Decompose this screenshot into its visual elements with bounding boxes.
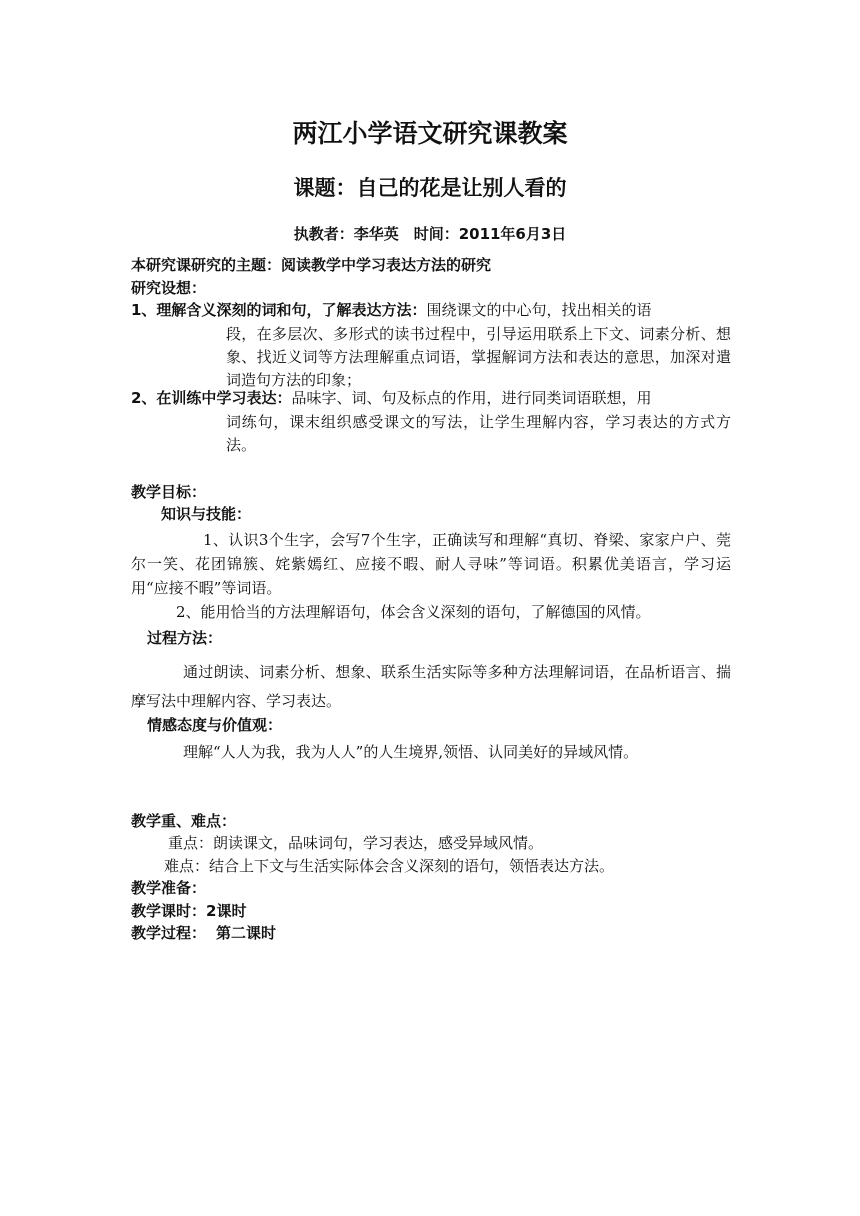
hypothesis-item-2-label: 2、在训练中学习表达：	[131, 389, 292, 407]
key-difficult-heading: 教学重、难点：	[131, 812, 237, 830]
key-point: 重点：朗读课文，品味词句，学习表达，感受异域风情。	[168, 834, 544, 852]
hypothesis-item-2-text: 词练句，课末组织感受课文的写法，让学生理解内容，学习表达的方式方法。	[226, 413, 731, 454]
process-text: 通过朗读、词素分析、想象、联系生活实际等多种方法理解词语，在品析语言、揣摩写法中理解内容、学习表达。	[131, 663, 731, 710]
teaching-hours-value: 2课时	[206, 902, 247, 920]
knowledge-heading: 知识与技能：	[161, 505, 252, 523]
hypothesis-item-2-first-line: 品味字、词、句及标点的作用，进行同类词语联想，用	[291, 389, 652, 407]
research-theme: 本研究课研究的主题：阅读教学中学习表达方法的研究	[131, 256, 492, 274]
emotion-text: 理解“人人为我，我为人人”的人生境界,领悟、认同美好的异域风情。	[183, 743, 639, 761]
process-heading: 过程方法：	[147, 629, 223, 647]
teaching-hours	[131, 900, 731, 923]
hypothesis-item-1-first-line: 围绕课文的中心句，找出相关的语	[426, 301, 652, 319]
teaching-process-label: 教学过程：	[131, 924, 207, 942]
goals-heading: 教学目标：	[131, 483, 207, 501]
hypothesis-item-2	[131, 387, 731, 410]
hypothesis-heading: 研究设想：	[131, 279, 207, 297]
teaching-process	[131, 922, 731, 945]
difficult-point: 难点：结合上下文与生活实际体会含义深刻的语句，领悟表达方法。	[164, 857, 615, 875]
teacher-and-date: 执教者：李华英 时间：2011年6月3日	[293, 225, 567, 243]
teaching-preparation: 教学准备：	[131, 879, 207, 897]
teaching-hours-label: 教学课时：	[131, 902, 207, 920]
hypothesis-item-1-text: 段，在多层次、多形式的读书过程中，引导运用联系上下文、词素分析、想象、找近义词等方法理解重点词语，掌握解词方法和表达的意思，加深对遣词造句方法的印象；	[226, 325, 731, 389]
knowledge-item-2: 2、能用恰当的方法理解语句，体会含义深刻的语句，了解德国的风情。	[176, 603, 651, 621]
hypothesis-item-1-label: 1、理解含义深刻的词和句，了解表达方法：	[131, 301, 427, 319]
teaching-process-value: 第二课时	[216, 924, 277, 942]
emotion-heading: 情感态度与价值观：	[147, 716, 283, 734]
document-title: 两江小学语文研究课教案	[292, 119, 568, 148]
lesson-subject: 课题：自己的花是让别人看的	[293, 176, 567, 200]
knowledge-item-1: 1、认识3个生字，会写7个生字，正确读写和理解“真切、脊梁、家家户户、莞尔一笑、花团锦簇、姹紫嫣红、应接不暇、耐人寻味”等词语。积累优美语言，学习运用“应接不暇”等词语。	[131, 531, 731, 597]
hypothesis-item-1	[131, 299, 731, 322]
